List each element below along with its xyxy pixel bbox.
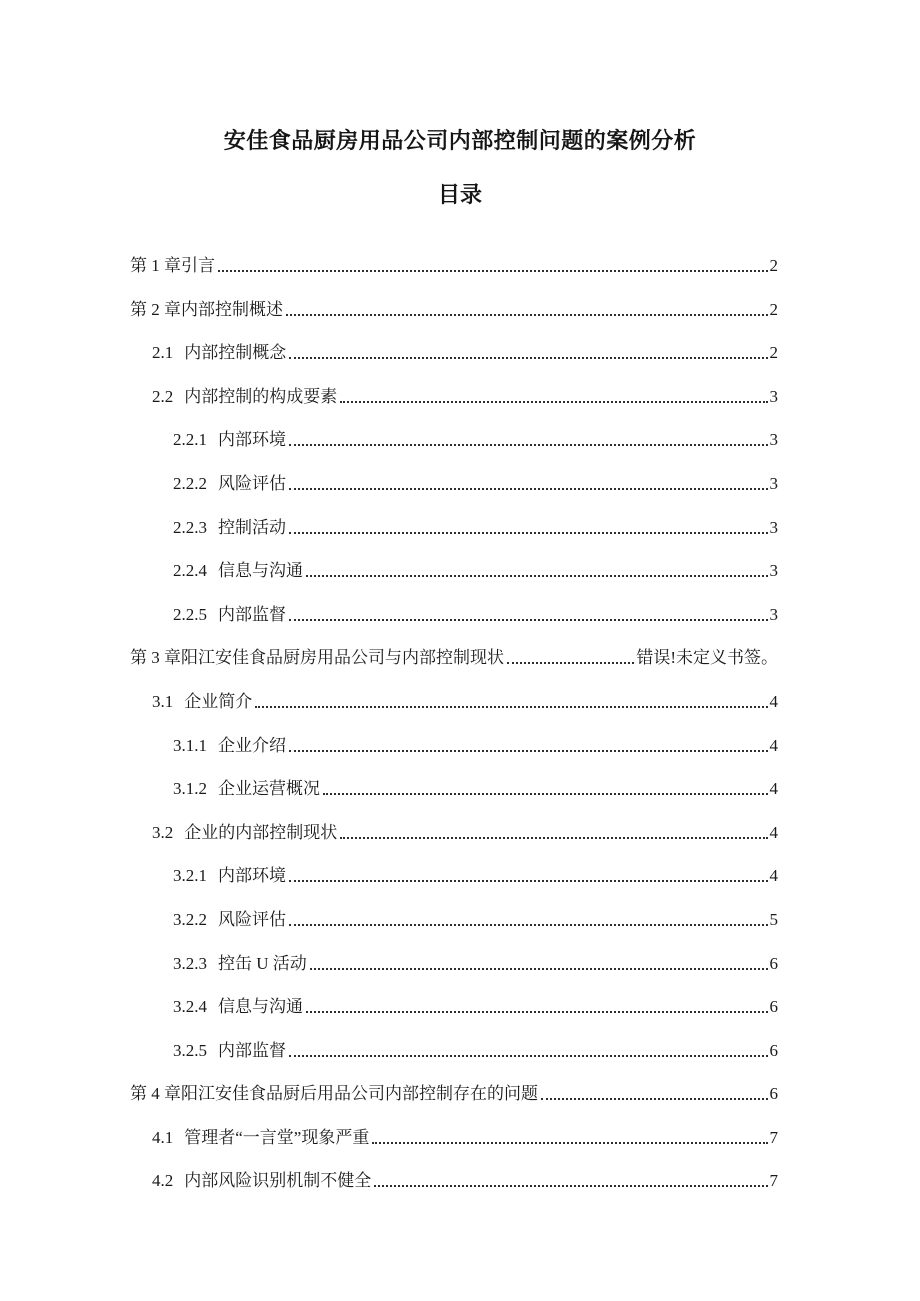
toc-entry[interactable] (130, 1171, 778, 1190)
toc-entry-page: 6 (769, 1084, 778, 1104)
toc-entry-label: 控制活动 (218, 517, 286, 537)
toc-entry-label: 企业简介 (184, 691, 253, 711)
toc-entry-page: 6 (769, 997, 778, 1017)
toc-entry-label: 第 2 章内部控制概述 (130, 299, 283, 319)
toc-entry-label: 信息与沟通 (218, 997, 303, 1017)
toc-entry-label: 信息与沟通 (218, 561, 303, 581)
toc-entry-page: 3 (769, 386, 778, 406)
toc-entry[interactable] (130, 1128, 778, 1147)
toc-entry-label: 第 4 章阳江安佳食品厨后用品公司内部控制存在的问题 (130, 1084, 538, 1104)
toc-entry-number: 2.2.5 (173, 604, 207, 624)
toc-dot-leader-icon (255, 706, 767, 708)
toc-entry-label: 企业运营概况 (218, 779, 320, 799)
toc-dot-leader-icon (372, 1142, 767, 1144)
toc-entry-number: 3.2 (152, 822, 174, 842)
toc-entry-page: 6 (769, 953, 778, 973)
toc-entry-label: 内部风险识别机制不健全 (184, 1171, 372, 1191)
toc-entry-page: 2 (769, 343, 778, 363)
toc-entry-label: 内部监督 (218, 1040, 286, 1060)
toc-dot-leader-icon (289, 619, 768, 621)
toc-dot-leader-icon (289, 924, 768, 926)
toc-entry-label: 风险评估 (218, 473, 286, 493)
toc-entry[interactable] (130, 430, 778, 449)
toc-entry[interactable] (130, 518, 778, 537)
toc-dot-leader-icon (289, 1055, 768, 1057)
toc-dot-leader-icon (289, 488, 768, 490)
toc-entry[interactable] (130, 997, 778, 1016)
toc-entry-label: 内部环境 (218, 866, 286, 886)
toc-entry-page: 3 (769, 430, 778, 450)
toc-list (130, 256, 778, 1190)
toc-entry-number: 3.2.4 (173, 997, 207, 1017)
toc-entry-page: 4 (769, 691, 778, 711)
toc-entry-page: 4 (769, 779, 778, 799)
toc-dot-leader-icon (323, 793, 768, 795)
toc-entry[interactable] (130, 648, 778, 667)
toc-entry-number: 2.1 (152, 343, 174, 363)
toc-dot-leader-icon (306, 1011, 768, 1013)
toc-dot-leader-icon (507, 662, 634, 664)
toc-dot-leader-icon (289, 532, 768, 534)
toc-entry-number: 3.1.1 (173, 735, 207, 755)
toc-heading: 目录 (437, 182, 482, 207)
toc-entry[interactable] (130, 300, 778, 319)
toc-entry-number: 3.2.1 (173, 866, 207, 886)
toc-entry-number: 3.1 (152, 691, 174, 711)
toc-entry-label: 第 1 章引言 (130, 256, 215, 275)
toc-entry[interactable] (130, 954, 778, 973)
toc-entry-number: 2.2.1 (173, 430, 207, 450)
toc-entry-page: 4 (769, 735, 778, 755)
document-title: 安佳食品厨房用品公司内部控制问题的案例分析 (223, 128, 697, 153)
toc-entry-page: 4 (769, 822, 778, 842)
toc-entry-page: 2 (769, 256, 778, 275)
toc-dot-leader-icon (340, 401, 767, 403)
toc-dot-leader-icon (289, 880, 768, 882)
toc-entry-number: 3.2.3 (173, 953, 207, 973)
toc-entry-page: 错误!未定义书签。 (636, 648, 778, 668)
toc-entry[interactable] (130, 692, 778, 711)
toc-entry-page: 7 (769, 1127, 778, 1147)
toc-dot-leader-icon (218, 270, 768, 272)
toc-entry[interactable] (130, 256, 778, 275)
toc-entry-page: 3 (769, 604, 778, 624)
toc-entry-number: 2.2 (152, 386, 174, 406)
toc-entry-label: 控缶 U 活动 (218, 953, 307, 973)
toc-entry[interactable] (130, 866, 778, 885)
toc-entry-number: 3.1.2 (173, 779, 207, 799)
toc-entry-number: 3.2.5 (173, 1040, 207, 1060)
toc-entry-label: 内部控制概念 (184, 343, 287, 363)
toc-entry[interactable] (130, 1084, 778, 1103)
toc-entry[interactable] (130, 736, 778, 755)
toc-entry-label: 内部控制的构成要素 (184, 386, 338, 406)
toc-dot-leader-icon (541, 1098, 768, 1100)
toc-entry-page: 3 (769, 517, 778, 537)
toc-entry[interactable] (130, 387, 778, 406)
toc-entry-page: 3 (769, 561, 778, 581)
toc-entry-page: 4 (769, 866, 778, 886)
toc-entry[interactable] (130, 910, 778, 929)
toc-entry-page: 6 (769, 1040, 778, 1060)
toc-entry-page: 2 (769, 299, 778, 319)
toc-dot-leader-icon (289, 444, 768, 446)
toc-dot-leader-icon (289, 750, 768, 752)
toc-entry[interactable] (130, 561, 778, 580)
toc-dot-leader-icon (374, 1185, 767, 1187)
toc-entry-number: 2.2.4 (173, 561, 207, 581)
toc-entry-label: 内部监督 (218, 604, 286, 624)
toc-entry-label: 内部环境 (218, 430, 286, 450)
toc-entry-page: 7 (769, 1171, 778, 1191)
toc-entry[interactable] (130, 1041, 778, 1060)
toc-entry-label: 第 3 章阳江安佳食品厨房用品公司与内部控制现状 (130, 648, 504, 668)
toc-entry[interactable] (130, 823, 778, 842)
toc-entry-label: 风险评估 (218, 909, 286, 929)
toc-entry-label: 企业的内部控制现状 (184, 822, 338, 842)
toc-dot-leader-icon (286, 314, 768, 316)
toc-dot-leader-icon (289, 357, 767, 359)
toc-entry[interactable] (130, 605, 778, 624)
toc-entry-label: 管理者“一言堂”现象严重 (184, 1127, 370, 1147)
toc-entry[interactable] (130, 779, 778, 798)
toc-entry-page: 5 (769, 909, 778, 929)
toc-entry-page: 3 (769, 473, 778, 493)
toc-dot-leader-icon (310, 968, 768, 970)
toc-entry[interactable] (130, 474, 778, 493)
toc-entry-number: 4.1 (152, 1127, 174, 1147)
toc-entry-number: 3.2.2 (173, 909, 207, 929)
toc-entry-label: 企业介绍 (218, 735, 286, 755)
toc-entry[interactable] (130, 343, 778, 362)
toc-entry-number: 2.2.3 (173, 517, 207, 537)
toc-entry-number: 2.2.2 (173, 473, 207, 493)
toc-dot-leader-icon (306, 575, 768, 577)
toc-dot-leader-icon (340, 837, 767, 839)
toc-entry-number: 4.2 (152, 1171, 174, 1191)
